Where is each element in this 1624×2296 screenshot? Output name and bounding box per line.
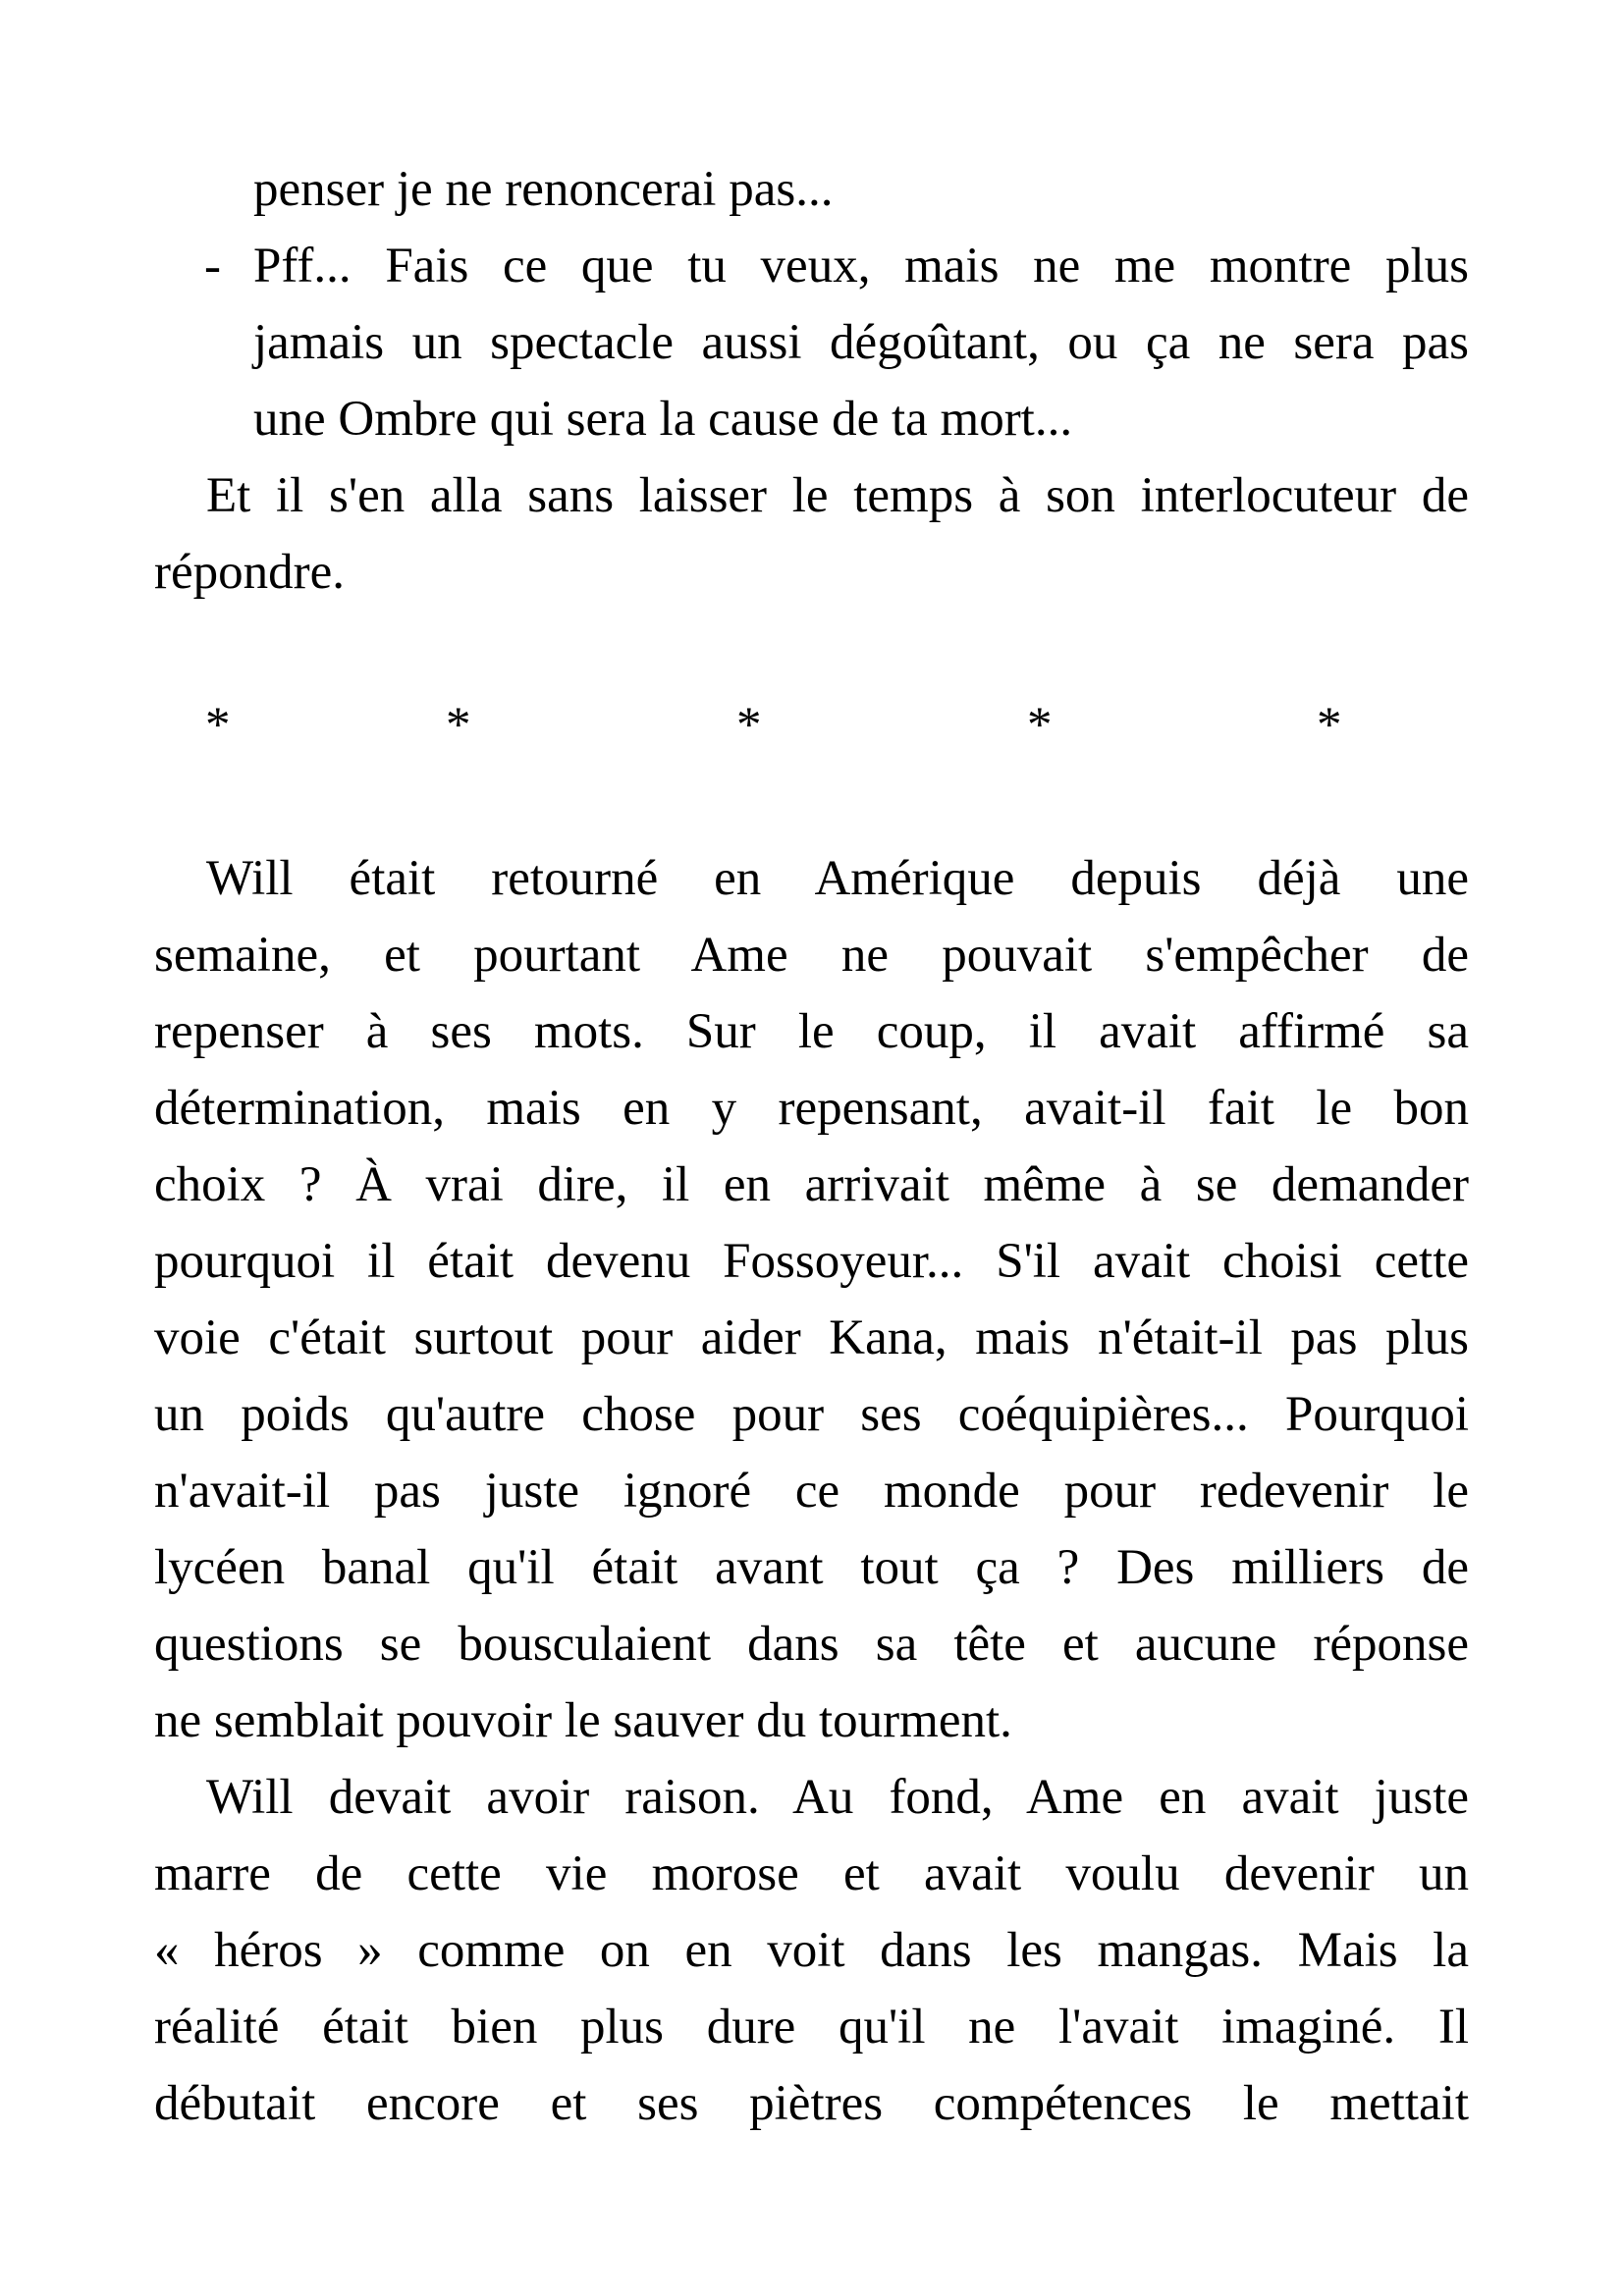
text-line: un poids qu'autre chose pour ses coéquipières... Pourquoi	[154, 1387, 1469, 1442]
text-line: détermination, mais en y repensant, avait-il fait le bon	[154, 1081, 1469, 1136]
text-line: Will était retourné en Amérique depuis déjà une	[206, 851, 1469, 906]
asterisk: *	[205, 698, 231, 753]
dialogue-bullet-lines	[253, 228, 1469, 457]
dialogue-bullet-paragraph	[204, 228, 1469, 457]
page-text-block	[154, 151, 1469, 2142]
narration-paragraph-1	[154, 457, 1469, 611]
text-line: « héros » comme on en voit dans les mangas. Mais la	[154, 1923, 1469, 1978]
asterisk: *	[736, 698, 762, 753]
text-line: n'avait-il pas juste ignoré ce monde pour redevenir le	[154, 1464, 1469, 1519]
text-line: repenser à ses mots. Sur le coup, il avait affirmé sa	[154, 1004, 1469, 1059]
text-line: Will devait avoir raison. Au fond, Ame en avait juste	[206, 1770, 1469, 1825]
dialogue-continuation-paragraph	[253, 151, 1469, 228]
narration-paragraph-2	[154, 840, 1469, 1759]
text-line: Et il s'en alla sans laisser le temps à son interlocuteur de	[206, 468, 1469, 523]
asterisk: *	[1317, 698, 1342, 753]
text-line: questions se bousculaient dans sa tête et aucune réponse	[154, 1617, 1469, 1672]
scene-break-separator	[154, 687, 1469, 764]
text-line: penser je ne renoncerai pas...	[253, 162, 834, 217]
asterisk: *	[446, 698, 471, 753]
text-line: choix ? À vrai dire, il en arrivait même à se demander	[154, 1157, 1469, 1212]
text-line: Pff... Fais ce que tu veux, mais ne me montre plus	[253, 239, 1469, 294]
text-line: une Ombre qui sera la cause de ta mort...	[253, 392, 1073, 447]
text-line: marre de cette vie morose et avait voulu devenir un	[154, 1846, 1469, 1901]
text-line: réalité était bien plus dure qu'il ne l'avait imaginé. Il	[154, 2000, 1469, 2055]
text-line: semaine, et pourtant Ame ne pouvait s'empêcher de	[154, 928, 1469, 983]
text-line: jamais un spectacle aussi dégoûtant, ou ça ne sera pas	[253, 315, 1469, 370]
dialogue-dash-marker: -	[204, 239, 221, 294]
text-line: lycéen banal qu'il était avant tout ça ? Des milliers de	[154, 1540, 1469, 1595]
text-line: pourquoi il était devenu Fossoyeur... S'il avait choisi cette	[154, 1234, 1469, 1289]
text-line: ne semblait pouvoir le sauver du tourment.	[154, 1693, 1012, 1748]
asterisk: *	[1027, 698, 1053, 753]
text-line: répondre.	[154, 545, 345, 600]
narration-paragraph-3	[154, 1759, 1469, 2142]
text-line: voie c'était surtout pour aider Kana, mais n'était-il pas plus	[154, 1310, 1469, 1365]
text-line: débutait encore et ses piètres compétences le mettait	[154, 2076, 1469, 2131]
